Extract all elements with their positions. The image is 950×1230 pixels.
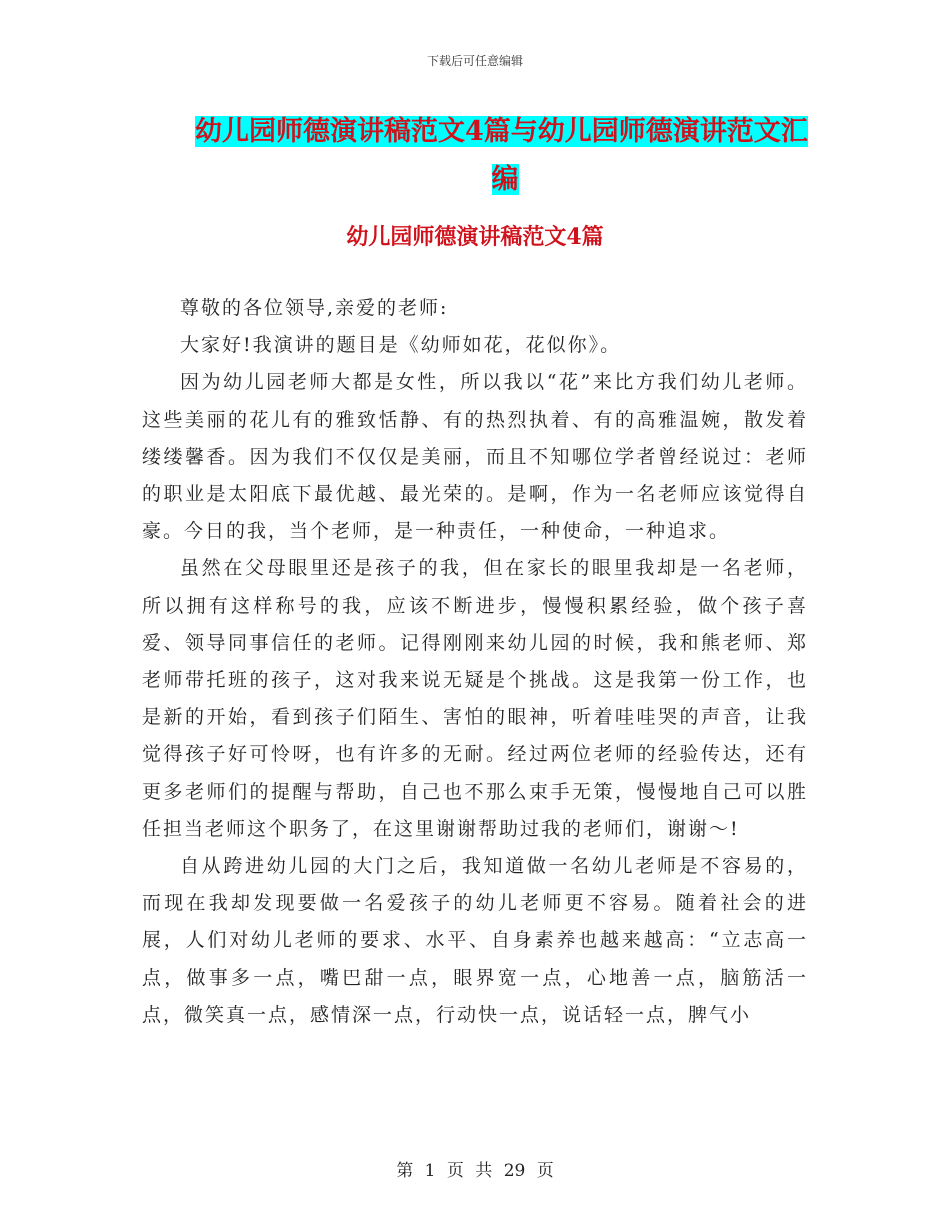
- document-body: [142, 290, 808, 1034]
- paragraph-greeting: 大家好!我演讲的题目是《幼师如花，花似你》。: [180, 334, 622, 357]
- paragraph-salutation: 尊敬的各位领导,亲爱的老师:: [180, 297, 449, 319]
- paragraph: 因为幼儿园老师大都是女性，所以我以“花”来比方我们幼儿老师。这些美丽的花儿有的雅致恬静、有的热烈执着、有的高雅温婉，散发着缕缕馨香。因为我们不仅仅是美丽，而且不知哪位学者曾经说过：老师的职业是太阳底下最优越、最光荣的。是啊，作为一名老师应该觉得自豪。今日的我，当个老师，是一种责任，一种使命，一种追求。: [142, 371, 808, 543]
- page-footer-number: 第 1 页 共 29 页: [396, 1161, 554, 1181]
- document-title-line2: 编: [491, 164, 519, 195]
- page-header-note: 下载后可任意编辑: [426, 54, 523, 68]
- paragraph: 虽然在父母眼里还是孩子的我，但在家长的眼里我却是一名老师，所以拥有这样称号的我，应该不断进步，慢慢积累经验，做个孩子喜爱、领导同事信任的老师。记得刚刚来幼儿园的时候，我和熊老师、郑老师带托班的孩子，这对我来说无疑是个挑战。这是我第一份工作，也是新的开始，看到孩子们陌生、害怕的眼神，听着哇哇哭的声音，让我觉得孩子好可怜呀，也有许多的无耐。经过两位老师的经验传达，还有更多老师们的提醒与帮助，自己也不那么束手无策，慢慢地自己可以胜任担当老师这个职务了，在这里谢谢帮助过我的老师们，谢谢～!: [142, 557, 808, 840]
- section-title: 幼儿园师德演讲稿范文4篇: [346, 224, 604, 250]
- document-title-line1: 幼儿园师德演讲稿范文4篇与幼儿园师德演讲范文汇: [195, 116, 808, 147]
- document-title: [195, 108, 815, 204]
- paragraph: 自从跨进幼儿园的大门之后，我知道做一名幼儿老师是不容易的，而现在我却发现要做一名爱孩子的幼儿老师更不容易。随着社会的进展，人们对幼儿老师的要求、水平、自身素养也越来越高：“立志高一点，做事多一点，嘴巴甜一点，眼界宽一点，心地善一点，脑筋活一点，微笑真一点，感情深一点，行动快一点，说话轻一点，脾气小: [142, 855, 808, 1026]
